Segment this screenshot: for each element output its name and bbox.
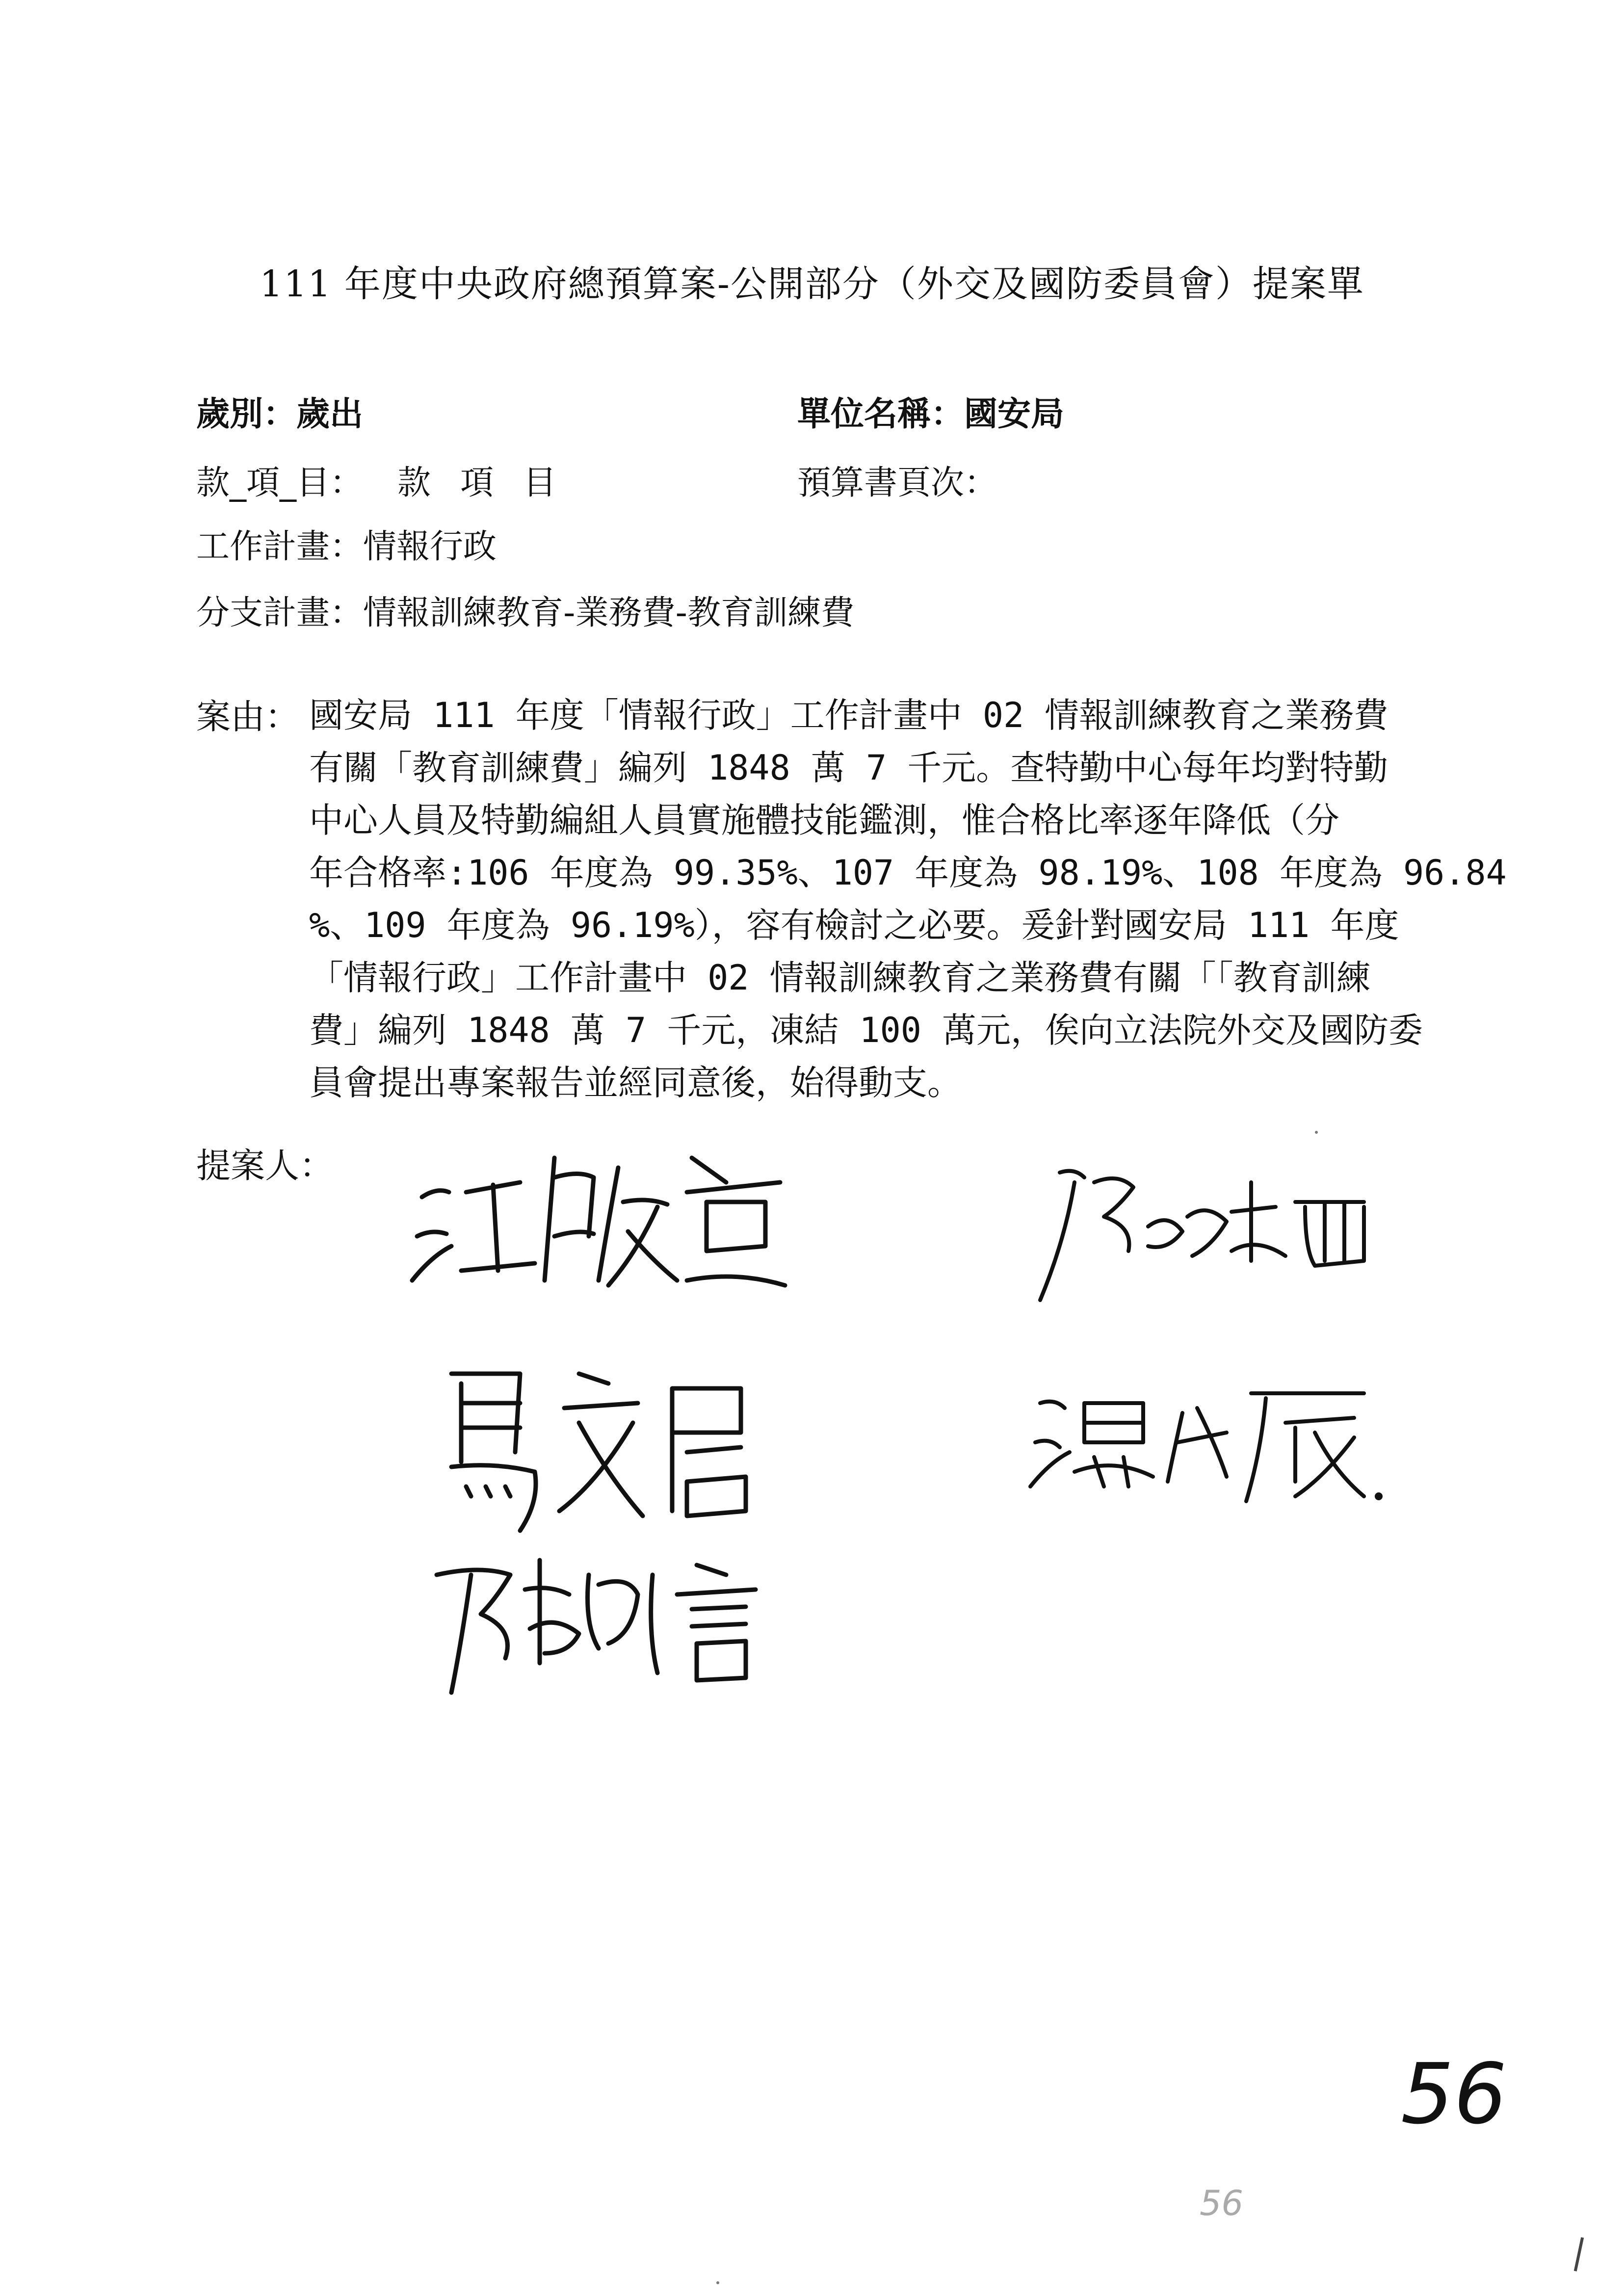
proposer-label: 提案人：: [196, 1146, 334, 1186]
page-number-stamp: 56: [1200, 2183, 1244, 2223]
signature-3: [422, 1354, 775, 1540]
item-field: [196, 456, 556, 504]
case-line: 國安局 111 年度「情報行政」工作計畫中 02 情報訓練教育之業務費: [309, 695, 1388, 735]
budget-page: 預算書頁次：: [797, 464, 998, 502]
signature-2: [1021, 1153, 1393, 1315]
signature-1: [393, 1123, 795, 1300]
scan-dot: [716, 2281, 719, 2284]
case-line: 中心人員及特勤編組人員實施體技能鑑測，惟合格比率逐年降低（分: [309, 800, 1339, 840]
document-title: 111 年度中央政府總預算案-公開部分（外交及國防委員會）提案單: [260, 263, 1364, 305]
item-label: 款_項_目：: [196, 464, 364, 502]
work-plan: 工作計畫：情報行政: [196, 527, 497, 566]
item-xiang: 項: [460, 464, 494, 502]
item-kuan: 款: [397, 464, 431, 502]
year-category: 歲別：歲出: [196, 395, 364, 434]
scan-mark: [1574, 2237, 1584, 2271]
case-line: 員會提出專案報告並經同意後，始得動支。: [309, 1063, 962, 1103]
page-number: 56: [1401, 2046, 1507, 2143]
case-line: 有關「教育訓練費」編列 1848 萬 7 千元。查特勤中心每年均對特勤: [309, 748, 1388, 788]
case-line: 「情報行政」工作計畫中 02 情報訓練教育之業務費有關「「教育訓練: [309, 958, 1371, 998]
item-mu: 目: [523, 464, 557, 502]
case-line: 費」編列 1848 萬 7 千元，凍結 100 萬元，俟向立法院外交及國防委: [309, 1010, 1423, 1050]
case-label: 案由：: [196, 697, 299, 737]
signature-5: [422, 1545, 844, 1707]
case-line: %、109 年度為 96.19%），容有檢討之必要。爰針對國安局 111 年度: [309, 905, 1399, 945]
case-text: [309, 689, 1507, 1109]
case-line: 年合格率:106 年度為 99.35%、107 年度為 98.19%、108 年度為 96.84: [309, 853, 1507, 893]
sub-plan: 分支計畫：情報訓練教育-業務費-教育訓練費: [196, 594, 855, 632]
unit-name: 單位名稱：國安局: [797, 395, 1065, 434]
scan-dot: [1315, 1131, 1318, 1134]
signature-4: [1021, 1374, 1393, 1511]
